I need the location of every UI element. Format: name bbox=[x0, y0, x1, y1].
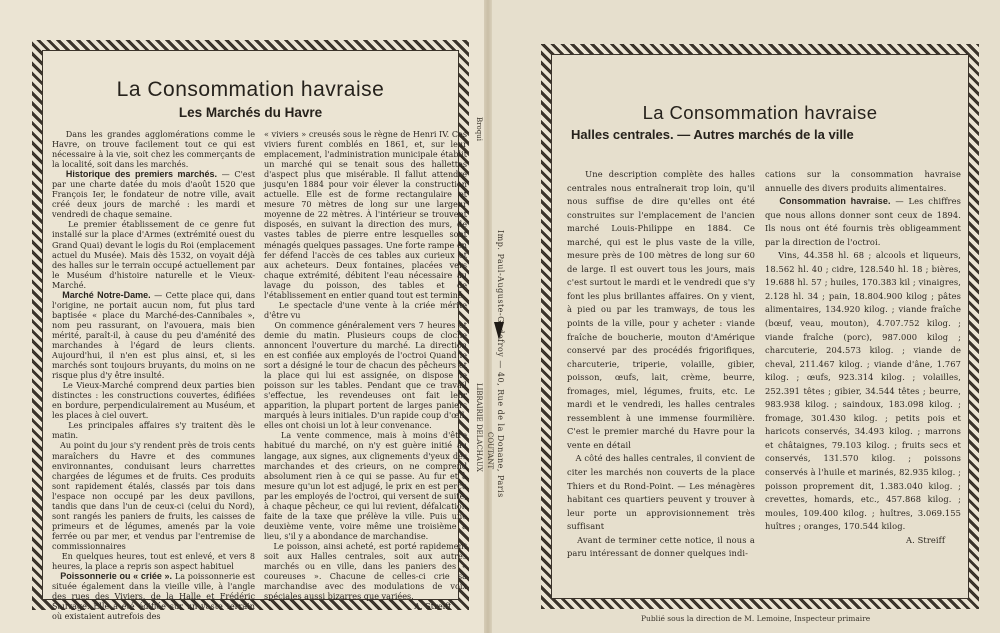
printer-imprint: Imp. Paul-Auguste-Godefroy — 40, Rue de la Donane, Paris bbox=[496, 230, 505, 498]
margin-label-bottom: LIBRAIRIE DELACHAUX bbox=[475, 383, 483, 472]
footer-credit: Publié sous la direction de M. Lemoine, Inspecteur primaire bbox=[641, 614, 871, 623]
margin-label-bottom-2: COUTANT bbox=[486, 432, 494, 470]
pointing-hand-icon bbox=[494, 322, 504, 340]
paragraph: cations sur la consommation havraise annuelle des divers produits alimentaires. bbox=[765, 169, 961, 193]
paragraph: Au point du jour s'y rendent près de trois cents maraîchers du Havre et des communes environnantes, conduisant leurs charrettes chargées de légumes et de fruits. Ces produits sont rapidement étalés, classés par tois dans l'espace non occupé par les deux pavillons, tandis que dans l'un de ceux-ci (celui du Nord), sont rangés les paniers de fruits, les caisses de primeurs et de légumes, amenés par la voie ferrée ou par mer, et vendus par l'entremise de commissionnaires bbox=[52, 440, 255, 551]
paragraph: Consommation havraise. — Les chiffres que nous allons donner sont ceux de 1894. Ils nous ont été fournis très obligeamment par la direction de l'octroi. bbox=[765, 196, 961, 247]
paragraph: En quelques heures, tout est enlevé, et vers 8 heures, la place a repris son aspect habituel bbox=[52, 550, 256, 572]
right-column-1 bbox=[567, 168, 755, 608]
paragraph: « viviers » creusés sous le règne de Henri IV. Ces viviers furent comblés en 1861, et, sur leur emplacement, l'administration municipale établit un marché qui se tenait sous des hallettes d'aspect plus que misérable. Il fallut attendre jusqu'en 1884 pour voir élever la construction actuelle. Elle est de forme rectangulaire et mesure 70 mètres de long sur une largeur moyenne de 22 mètres. À l'intérieur se trouvent disposés, en suivant la direction des murs, de vastes tables de pierre entre lesquelles sont ménagés quelques passages. Une forte rampe en fer défend l'accès de ces tables aux curieux et aux acheteurs. Deux fontaines, placées vers chaque extrémité, débitent l'eau nécessaire au lavage du poisson, des tables et de l'établissement en entier quand tout est terminé bbox=[264, 129, 467, 300]
margin-label-top: Broqui bbox=[475, 117, 483, 141]
paragraph: Le premier établissement de ce genre fut installé sur la place d'Armes (extrémité ouest du Grand Quai) devant le logis du Roi (emplacement actuel du Musée). Mais dès 1532, on voyait déjà des halles sur le terrain occupé actuellement par le Muséum d'histoire naturelle et le Vieux-Marché. bbox=[52, 219, 256, 290]
paragraph: Le spectacle d'une vente à la criée mérite d'être vu bbox=[264, 299, 467, 320]
paragraph: Une description complète des halles centrales nous entraînerait trop loin, qu'il nous suffise de dire qu'elles ont été construites sur l'emplacement de l'ancien marché Louis-Philippe en 1884. Ce marché, qui est le plus vaste de la ville, mesure près de 100 mètres de long sur 60 de large. Il est ouvert tous les jours, mais c'est surtout le mardi et le vendredi que s'y font les plus brillantes affaires. On y vient, à pied ou par les tramways, de tous les points de la ville, pour y acheter : viande fraîche de boucherie, mouton d'Amérique conservé par des procédés frigorifiques, charcuterie, triperie, volaille, gibier, poisson, œufs, lait, crème, beurre, fromages, miel, légumes, fruits, etc. Le mardi et le vendredi, les halles centrales ressemblent à une immense fourmilière. C'est le premier marché du Havre pour la vente en détail bbox=[567, 169, 755, 450]
right-signature: A. Streiff bbox=[906, 534, 945, 545]
right-column-2 bbox=[765, 168, 961, 608]
book-spine bbox=[484, 0, 492, 633]
paragraph: La vente commence, mais à moins d'être habitué du marché, on n'y est guère initié au langage, aux signes, aux clignements d'yeux des marchandes et des crieurs, on ne comprend absolument rien à ce qui se passe. Au fur et à mesure qu'un lot est adjugé, le prix en est perçu par les employés de l'octroi, qui versent de suite, à chaque pêcheur, ce qui lui revient, défalcation faite de la taxe que prélève la ville. Puis une deuxième vente, voire même une troisième a lieu, s'il y a abondance de marchandise. bbox=[264, 430, 467, 541]
right-subtitle: Halles centrales. — Autres marchés de la ville bbox=[571, 127, 854, 142]
paragraph: Le Vieux-Marché comprend deux parties bien distinctes : les constructions couvertes, édifiées en bordure, perpendiculairement au Muséum, et les places à ciel ouvert. bbox=[52, 380, 255, 421]
right-ornamental-frame bbox=[541, 44, 979, 609]
left-subtitle: Les Marchés du Havre bbox=[178, 105, 323, 120]
left-column-2 bbox=[264, 129, 467, 612]
paragraph: Les principales affaires s'y traitent dès le matin. bbox=[52, 420, 255, 441]
right-title: La Consommation havraise bbox=[642, 102, 878, 123]
left-signature: A. Streiff bbox=[414, 601, 451, 612]
paragraph: A côté des halles centrales, il convient de citer les marchés non couverts de la place Thiers et du Rond-Point. — Les ménagères habitant ces quartiers peuvent y trouver à leur porte un approvisionnement très suffisant bbox=[567, 453, 755, 532]
left-title: La Consommation havraise bbox=[116, 78, 385, 101]
paragraph: Avant de terminer cette notice, il nous a paru intéressant de donner quelques indi- bbox=[567, 534, 755, 559]
left-ornamental-frame bbox=[32, 40, 469, 622]
paragraph: Vins, 44.358 hl. 68 ; alcools et liqueurs, 18.562 hl. 40 ; cidre, 128.540 hl. 18 ; bières, 19.688 hl. 57 ; huiles, 170.383 kil ; vinaigres, 2.128 hl. 34 ; pain, 18.804.900 kilog ; pâtes alimentaires, 134.920 kilog. ; viande fraîche (bœuf, veau, mouton), 4.707.752 kilog. ; viande fraîche (porc), 987.000 kilog ; charcuterie, 204.573 kilog. ; viande de cheval, 211.467 kilog. ; viande d'âne, 1.767 kilog. ; œufs, 923.314 kilog. ; volailles, 252.391 têtes ; gibier, 34.544 têtes ; beurre, 983.938 kilog. ; saindoux, 183.098 kilog. ; fromage, 301.430 kilog. ; petits pois et haricots conservés, 34.493 kilog. ; marrons et châtaignes, 79.103 kilog. ; fruits secs et conservés, 131.570 kilog. ; poissons conservés à l'huile et marinés, 82.935 kilog. ; poisson proprement dit, 1.383.040 kilog. ; crevettes, homards, etc., 457.868 kilog. ; moules, 109.400 kilog. ; huîtres, 3.069.155 huîtres ; oranges, 170.544 kilog. bbox=[765, 250, 961, 532]
paragraph: Poissonnerie ou « criée ». La poissonnerie est située également dans la vieille ville, à l'angle des rues des Viviers, de la Halle et Frédéric Sauvage. Elle a été édifiée sur un vaste terrain où existaient autrefois des bbox=[52, 571, 256, 622]
paragraph: Historique des premiers marchés. — C'est par une charte datée du mois d'août 1520 que François Ier, le fondateur de notre ville, avait créé deux jours de marché : les mardi et vendredi de chaque semaine. bbox=[52, 169, 256, 220]
paragraph: Marché Notre-Dame. — Cette place qui, dans l'origine, ne portait aucun nom, fut plus tard baptisée « place du Marché-des-Cannibales », nom peu rassurant, on l'avouera, mais bien mérité, paraît-il, à cause du peu d'aménité des marchandes à l'égard de leurs clients. Aujourd'hui, il n'en est plus ainsi, et, si les marchés sont toujours bruyants, du moins on ne risque plus d'y être insulté. bbox=[52, 289, 256, 381]
left-column-1 bbox=[52, 129, 256, 622]
paragraph: Dans les grandes agglomérations comme le Havre, on trouve facilement tout ce qui est nécessaire à la vie, soit chez les commerçants de la localité, soit dans les marchés. bbox=[52, 129, 256, 170]
paragraph: Le poisson, ainsi acheté, est porté rapidement soit aux Halles centrales, soit aux autres marchés ou en ville, dans les paniers des « coureuses ». Chacune de celles-ci crie sa marchandise avec des modulations de voix spéciales aussi bizarres que variées. bbox=[264, 540, 467, 602]
paragraph: On commence généralement vers 7 heures et demie du matin. Plusieurs coups de cloche annoncent l'ouverture du marché. La direction en est confiée aux employés de l'octroi Quand le sort a désigné le tour de chacun des pêcheurs et la place qui lui est assignée, on dispose le poisson sur les tables. Pendant que ce travail s'effectue, les revendeuses ont fait leur apparition, la plupart portent de larges paniers marqués à leurs initiales. D'un rapide coup d'œil, elles ont choisi un lot à leur convenance. bbox=[264, 319, 467, 431]
